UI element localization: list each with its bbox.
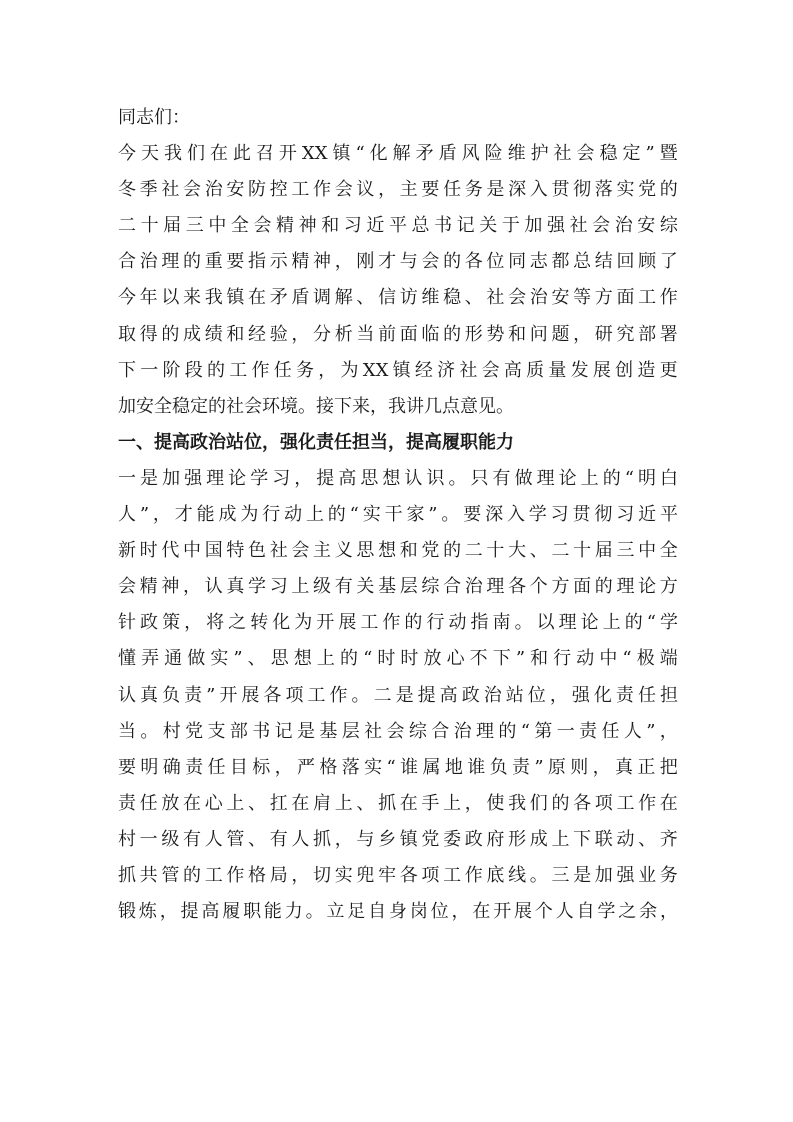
paragraph-line: 会 精 神 ， 认 真 学 习 上 级 有 关 基 层 综 合 治 理 各 个 方 面 的 理 论 方 [118,576,678,598]
paragraph-line: 加安全稳定的社会环境。接下来，我讲几点意见。 [118,395,514,417]
paragraph-line: 针 政 策 ， 将 之 转 化 为 开 展 工 作 的 行 动 指 南 。 以 理 论 上 的 “ 学 [118,612,678,634]
body-lines [118,136,678,930]
paragraph-line: 要 明 确 责 任 目 标 ， 严 格 落 实 “ 谁 属 地 谁 负 责 ” 原 则 ， 真 正 把 [118,756,678,778]
paragraph-line: 冬 季 社 会 治 安 防 控 工 作 会 议 ， 主 要 任 务 是 深 入 贯 彻 落 实 党 的 [118,179,678,201]
paragraph-line: 懂 弄 通 做 实 ” 、 思 想 上 的 “ 时 时 放 心 不 下 ” 和 行 动 中 “ 极 端 [118,648,678,670]
paragraph-line: 认 真 负 责 ” 开 展 各 项 工 作 。 二 是 提 高 政 治 站 位 ， 强 化 责 任 担 [118,684,678,706]
paragraph-line: 抓 共 管 的 工 作 格 局 ， 切 实 兜 牢 各 项 工 作 底 线 。 三 是 加 强 业 务 [118,864,678,886]
salutation: 同志们： [118,107,190,128]
paragraph-line: 人 ” ， 才 能 成 为 行 动 上 的 “ 实 干 家 ” 。 要 深 入 学 习 贯 彻 习 近 平 [118,504,678,526]
paragraph-line: 合 治 理 的 重 要 指 示 精 神 ， 刚 才 与 会 的 各 位 同 志 都 总 结 回 顾 了 [118,251,678,273]
paragraph-line: 取 得 的 成 绩 和 经 验 ， 分 析 当 前 面 临 的 形 势 和 问 题 ， 研 究 部 署 [118,323,678,345]
paragraph-line: 锻 炼 ， 提 高 履 职 能 力 。 立 足 自 身 岗 位 ， 在 开 展 个 人 自 学 之 余 ， [118,901,678,923]
paragraph-line: 今 年 以 来 我 镇 在 矛 盾 调 解 、 信 访 维 稳 、 社 会 治 安 等 方 面 工 作 [118,287,678,309]
paragraph-line: 当 。 村 党 支 部 书 记 是 基 层 社 会 综 合 治 理 的 “ 第 一 责 任 人 ” ， [118,720,678,742]
paragraph-line: 责 任 放 在 心 上 、 扛 在 肩 上 、 抓 在 手 上 ， 使 我 们 的 各 项 工 作 在 [118,792,678,814]
paragraph-line: 下 一 阶 段 的 工 作 任 务 ， 为 XX 镇 经 济 社 会 高 质 量 发 展 创 造 更 [118,359,678,381]
paragraph-line: 一 是 加 强 理 论 学 习 ， 提 高 思 想 认 识 。 只 有 做 理 论 上 的 “ 明 白 [118,467,678,489]
paragraph-line: 二 十 届 三 中 全 会 精 神 和 习 近 平 总 书 记 关 于 加 强 社 会 治 安 综 [118,215,678,237]
paragraph-line: 新 时 代 中 国 特 色 社 会 主 义 思 想 和 党 的 二 十 大 、 二 十 届 三 中 全 [118,540,678,562]
paragraph-line: 村 一 级 有 人 管 、 有 人 抓 ， 与 乡 镇 党 委 政 府 形 成 上 下 联 动 、 齐 [118,828,678,850]
paragraph-line: 今 天 我 们 在 此 召 开 XX 镇 “ 化 解 矛 盾 风 险 维 护 社 会 稳 定 ” 暨 [118,143,678,165]
document-body [118,100,678,930]
section-heading: 一、提高政治站位，强化责任担当，提高履职能力 [118,431,514,453]
